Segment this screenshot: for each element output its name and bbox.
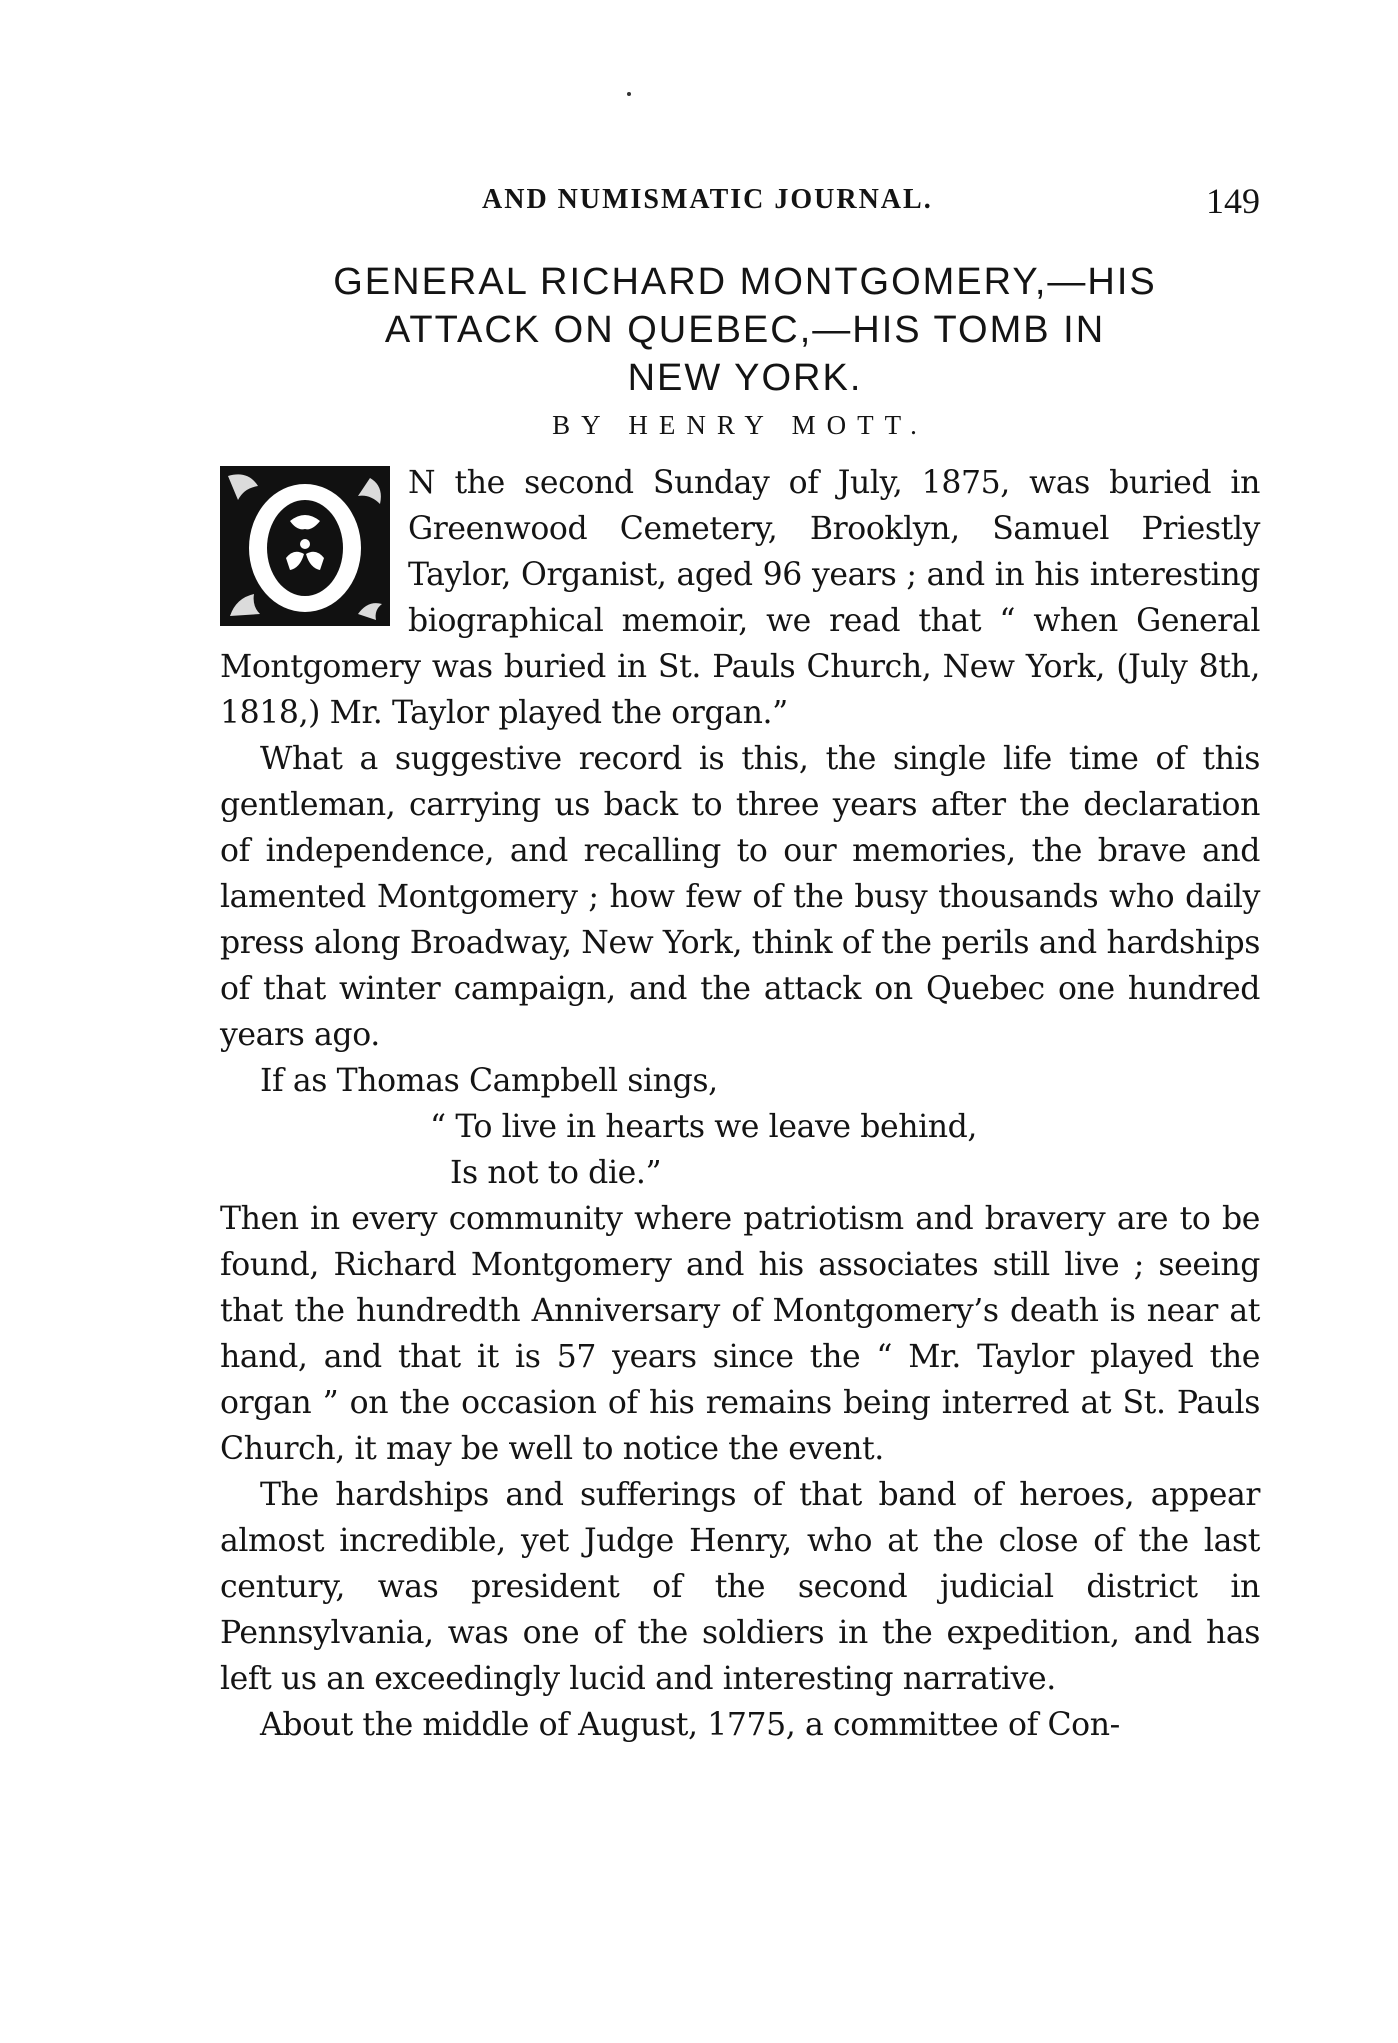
drop-cap-ornament	[220, 466, 390, 626]
ornamental-letter-o-icon	[220, 466, 390, 626]
paragraph: About the middle of August, 1775, a committee of Con-	[260, 1707, 1120, 1743]
page-speck	[627, 92, 631, 96]
running-head	[220, 180, 1260, 224]
verse-quote	[220, 1104, 1260, 1196]
page-number: 149	[1206, 181, 1260, 221]
paragraph: Then in every community where patriotism and bravery are to be found, Richard Montgomery and his associates still live ; seeing that the hundredth Anniversary of Montgomery’s death is near at hand, and that it is 57 years since the “ Mr. Taylor played the organ ” on the occasion of his remains being interred at St. Pauls Church, it may be well to notice the event.	[220, 1201, 1260, 1467]
verse-line: “ To live in hearts we leave behind,	[430, 1109, 978, 1145]
paragraph: N the second Sunday of July, 1875, was buried in Greenwood Cemetery, Brooklyn, Samuel Priestly Taylor, Organist, aged 96 years ; and in his interesting biographical memoir, we read that “ when General Montgomery was buried in St. Pauls Church, New York, (July 8th, 1818,) Mr. Taylor played the organ.”	[220, 465, 1260, 731]
article-title-line: ATTACK ON QUEBEC,—HIS TOMB IN	[384, 309, 1106, 351]
article-title-line: NEW YORK.	[627, 357, 863, 399]
article-title-line: GENERAL RICHARD MONTGOMERY,—HIS	[333, 261, 1157, 303]
paragraph: What a suggestive record is this, the single life time of this gentleman, carrying us back to three years after the declaration of independence, and recalling to our memories, the brave and lamented Montgomery ; how few of the busy thousands who daily press along Broadway, New York, think of the perils and hardships of that winter campaign, and the attack on Quebec one hundred years ago.	[220, 741, 1260, 1053]
byline: BY HENRY MOTT.	[552, 410, 928, 440]
running-head-title: AND NUMISMATIC JOURNAL.	[482, 184, 933, 215]
verse-line: Is not to die.”	[450, 1155, 662, 1191]
article-title	[230, 258, 1260, 402]
article-body	[220, 460, 1260, 1748]
paragraph: The hardships and sufferings of that band of heroes, appear almost incredible, yet Judge Henry, who at the close of the last century, was president of the second judicial district in Pennsylvania, was one of the soldiers in the expedition, and has left us an exceedingly lucid and interesting narrative.	[220, 1477, 1260, 1697]
paragraph: If as Thomas Campbell sings,	[260, 1063, 718, 1099]
